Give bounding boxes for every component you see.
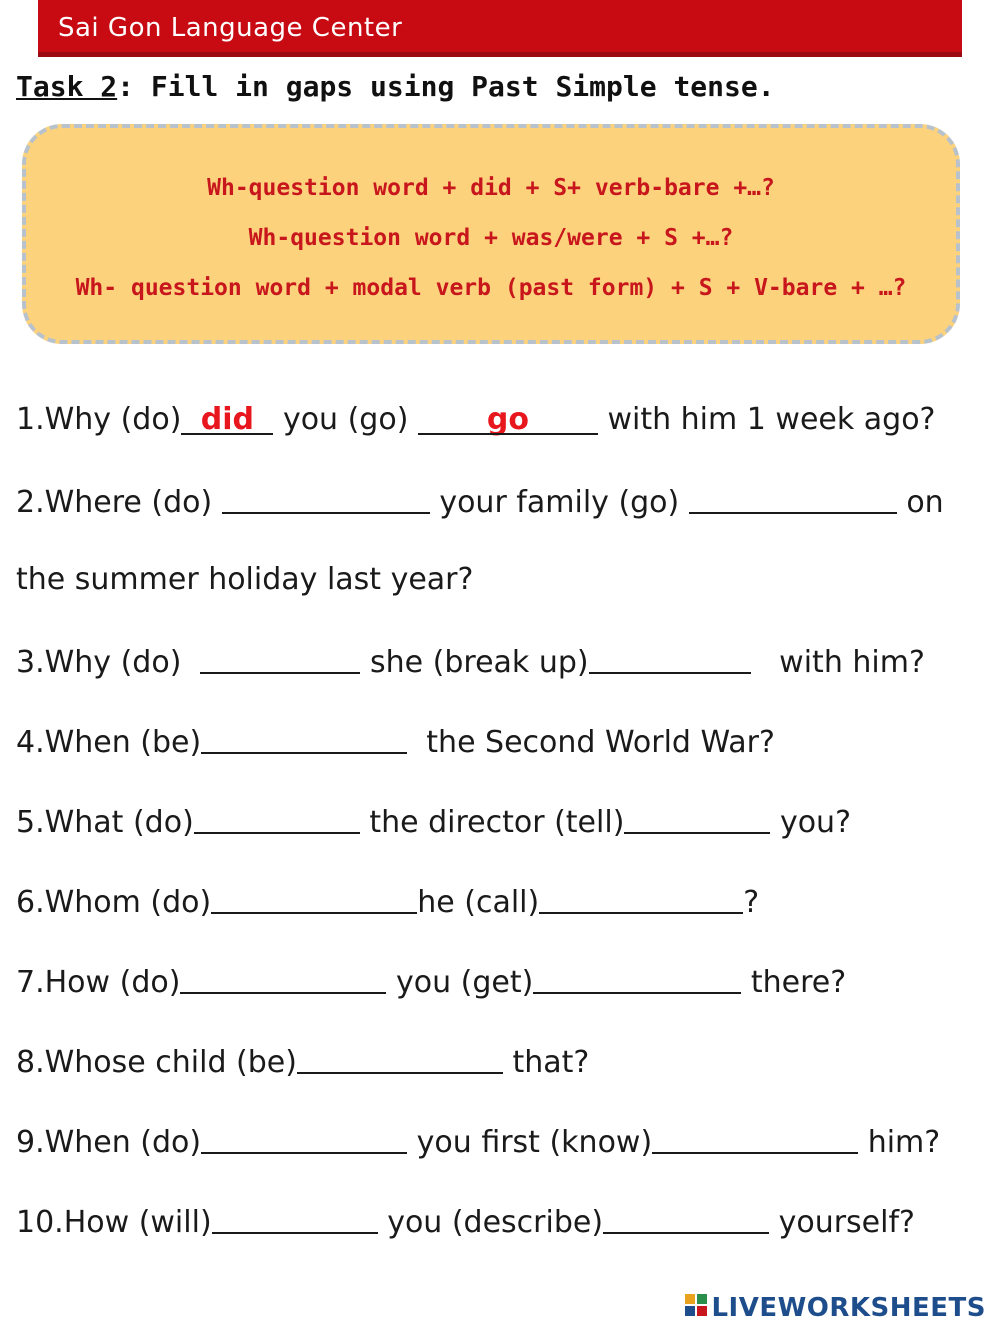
exercise-text: the Second World War? <box>407 725 775 760</box>
answer-field-6a[interactable] <box>211 882 417 912</box>
exercise-text: yourself? <box>769 1205 915 1240</box>
exercise-text: the director (tell) <box>359 805 625 840</box>
exercise-text: ? <box>743 885 760 920</box>
liveworksheets-logo <box>685 1293 986 1324</box>
exercise-text: 1.Why (do) <box>16 402 182 437</box>
answer-field-3a[interactable] <box>200 642 360 672</box>
answer-field-2a[interactable] <box>222 482 430 512</box>
exercise-7 <box>16 962 846 1000</box>
exercise-9 <box>16 1122 940 1160</box>
answer-field-9a[interactable] <box>201 1122 407 1152</box>
exercise-text: you (get) <box>386 965 534 1000</box>
exercise-text: him? <box>858 1125 941 1160</box>
answer-field-6b[interactable] <box>539 882 743 912</box>
task-instruction: : Fill in gaps using Past Simple tense. <box>117 70 775 103</box>
exercise-text: that? <box>502 1045 590 1080</box>
exercise-text: 8.Whose child (be) <box>16 1045 297 1080</box>
header-title: Sai Gon Language Center <box>58 13 403 43</box>
exercise-text: you (go) <box>273 402 418 437</box>
exercise-text: with him 1 week ago? <box>597 402 936 437</box>
exercise-8 <box>16 1042 589 1080</box>
formula-line: Wh-question word + was/were + S +…? <box>248 225 734 251</box>
formula-box <box>22 124 960 344</box>
formula-line: Wh- question word + modal verb (past form) + S + V-bare + …? <box>75 275 907 301</box>
exercise-text: she (break up) <box>360 645 589 680</box>
exercise-2 <box>16 482 944 520</box>
answer-field-10b[interactable] <box>603 1202 769 1232</box>
formula-line: Wh-question word + did + S+ verb-bare +…? <box>207 175 775 201</box>
exercise-text: 4.When (be) <box>16 725 202 760</box>
task-title <box>16 70 775 103</box>
exercise-text: 6.Whom (do) <box>16 885 212 920</box>
exercise-5 <box>16 802 851 840</box>
exercise-10 <box>16 1202 915 1240</box>
liveworksheets-logo-icon <box>685 1293 707 1323</box>
answer-field-9b[interactable] <box>652 1122 858 1152</box>
exercise-text: you? <box>770 805 851 840</box>
exercise-1 <box>16 402 935 437</box>
exercise-text: 10.How (will) <box>16 1205 212 1240</box>
answer-field-5b[interactable] <box>624 802 770 832</box>
exercise-text: he (call) <box>417 885 540 920</box>
answer-field-4a[interactable] <box>201 722 407 752</box>
logo-text: LIVEWORKSHEETS <box>711 1292 986 1323</box>
answer-field-3b[interactable] <box>589 642 751 672</box>
exercise-text: there? <box>741 965 847 1000</box>
answer-field-10a[interactable] <box>212 1202 378 1232</box>
answer-field-2b[interactable] <box>689 482 897 512</box>
exercise-text: you first (know) <box>407 1125 653 1160</box>
exercise-text: 3.Why (do) <box>16 645 201 680</box>
answer-field-7b[interactable] <box>533 962 741 992</box>
answer-field-1a[interactable]: did <box>181 402 273 437</box>
exercise-text: on <box>896 485 944 520</box>
answer-field-8a[interactable] <box>297 1042 503 1072</box>
answer-field-5a[interactable] <box>194 802 360 832</box>
exercise-2-continuation: the summer holiday last year? <box>16 562 474 597</box>
task-label: Task 2 <box>16 70 118 103</box>
exercise-text: your family (go) <box>429 485 689 520</box>
exercise-text: 9.When (do) <box>16 1125 202 1160</box>
exercise-text: 2.Where (do) <box>16 485 222 520</box>
exercise-text: with him? <box>750 645 925 680</box>
header-bar <box>38 0 962 57</box>
exercise-text: you (describe) <box>377 1205 604 1240</box>
exercise-4 <box>16 722 775 760</box>
answer-field-1b[interactable]: go <box>418 402 598 437</box>
exercise-text: 7.How (do) <box>16 965 181 1000</box>
exercise-3 <box>16 642 925 680</box>
exercise-6 <box>16 882 759 920</box>
answer-field-7a[interactable] <box>180 962 386 992</box>
exercise-text: 5.What (do) <box>16 805 194 840</box>
